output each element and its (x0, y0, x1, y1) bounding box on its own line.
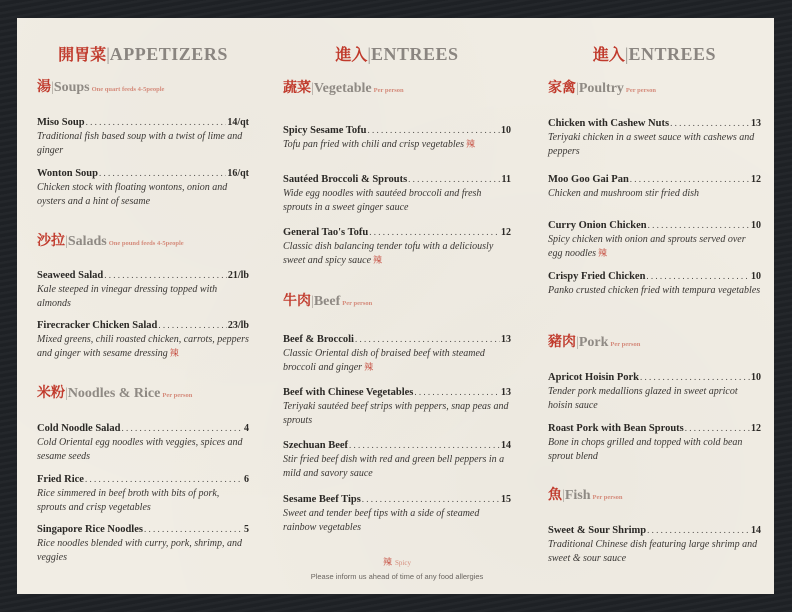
menu-page (17, 18, 774, 594)
header-english: ENTREES (371, 44, 459, 64)
menu-item: Crispy Fried Chicken . . . 10 Panko crusted chicken fried with tempura vegetables (548, 270, 761, 298)
spicy-icon: 辣 (373, 256, 383, 266)
section-header-beef: 牛肉|Beef Per person (283, 293, 373, 309)
menu-item: Roast Pork with Bean Sprouts . . . 12 Bone in chops grilled and topped with cold bean sprout blend (548, 422, 761, 464)
column-header: 開胃菜|APPETIZERS (58, 44, 228, 64)
column-entrees-1 (283, 18, 511, 594)
spicy-legend: 辣 Spicy (383, 558, 411, 568)
column-header: 進入|ENTREES (335, 44, 459, 64)
section-header-vegetable: 蔬菜|Vegetable Per person (283, 80, 404, 96)
section-header-fish: 魚|Fish Per person (548, 487, 623, 503)
menu-item: Apricot Hoisin Pork . . . 10 Tender pork medallions glazed in sweet apricot hoisin sauce (548, 371, 761, 413)
menu-item: Sweet & Sour Shrimp . . . 14 Traditional Chinese dish featuring large shrimp and sweet & sour sauce (548, 524, 761, 566)
allergy-note: Please inform us ahead of time of any food allergies (310, 572, 484, 581)
header-chinese: 進入 (335, 45, 368, 64)
header-chinese: 進入 (592, 45, 625, 64)
menu-item: Miso Soup . . . 14/qt Traditional fish based soup with a twist of lime and ginger (37, 116, 249, 158)
menu-item: General Tao's Tofu . . . 12 Classic dish balancing tender tofu with a deliciously sweet and spicy sauce 辣 (283, 226, 511, 268)
section-header-poultry: 家禽|Poultry Per person (548, 80, 656, 96)
menu-item: Moo Goo Gai Pan . . . 12 Chicken and mushroom stir fried dish (548, 173, 761, 201)
column-entrees-2 (548, 18, 761, 594)
section-header-pork: 豬肉|Pork Per person (548, 334, 641, 350)
menu-item: Beef & Broccoli . . . 13 Classic Oriental dish of braised beef with steamed broccoli and ginger 辣 (283, 333, 511, 375)
spicy-icon: 辣 (598, 249, 608, 259)
header-english: ENTREES (628, 44, 717, 64)
header-chinese: 開胃菜 (58, 45, 107, 64)
menu-item: Cold Noodle Salad . . . 4 Cold Oriental egg noodles with veggies, spices and sesame seeds (37, 422, 249, 464)
menu-item: Sautéed Broccoli & Sprouts . . . 11 Wide egg noodles with sautéed broccoli and fresh sprouts in a sweet ginger sauce (283, 173, 511, 215)
menu-item: Spicy Sesame Tofu . . . 10 Tofu pan fried with chili and crisp vegetables 辣 (283, 124, 511, 152)
menu-item: Szechuan Beef . . . 14 Stir fried beef dish with red and green bell peppers in a mild and savory sauce (283, 439, 511, 481)
column-header: 進入|ENTREES (592, 44, 717, 64)
column-appetizers (37, 18, 249, 594)
menu-item: Sesame Beef Tips . . . 15 Sweet and tender beef tips with a side of steamed rainbow vegetables (283, 493, 511, 535)
menu-item: Singapore Rice Noodles . . . 5 Rice noodles blended with curry, pork, shrimp, and veggies (37, 523, 249, 565)
section-header-soups: 湯|Soups One quart feeds 4-5people (37, 79, 165, 95)
spicy-icon: 辣 (364, 363, 374, 373)
menu-item: Fried Rice . . . 6 Rice simmered in beef broth with bits of pork, sprouts and crisp vegetables (37, 473, 249, 515)
header-english: APPETIZERS (109, 44, 228, 64)
spicy-icon: 辣 (383, 558, 393, 568)
section-header-salads: 沙拉|Salads One pound feeds 4-5people (37, 233, 184, 249)
menu-item: Firecracker Chicken Salad . . . 23/lb Mixed greens, chili roasted chicken, carrots, peppers and ginger with sesame dressing 辣 (37, 319, 249, 361)
menu-item: Beef with Chinese Vegetables . . . 13 Teriyaki sautéed beef strips with peppers, snap peas and sprouts (283, 386, 511, 428)
spicy-icon: 辣 (169, 349, 179, 359)
menu-item: Seaweed Salad . . . 21/lb Kale steeped in vinegar dressing topped with almonds (37, 269, 249, 311)
menu-item: Wonton Soup . . . 16/qt Chicken stock with floating wontons, onion and oysters and a hint of sesame (37, 167, 249, 209)
spicy-icon: 辣 (466, 140, 476, 150)
menu-item: Curry Onion Chicken . . . 10 Spicy chicken with onion and sprouts served over egg noodles 辣 (548, 219, 761, 261)
section-header-noodles-rice: 米粉|Noodles & Rice Per person (37, 385, 193, 401)
menu-item: Chicken with Cashew Nuts . . . 13 Teriyaki chicken in a sweet sauce with cashews and peppers (548, 117, 761, 159)
